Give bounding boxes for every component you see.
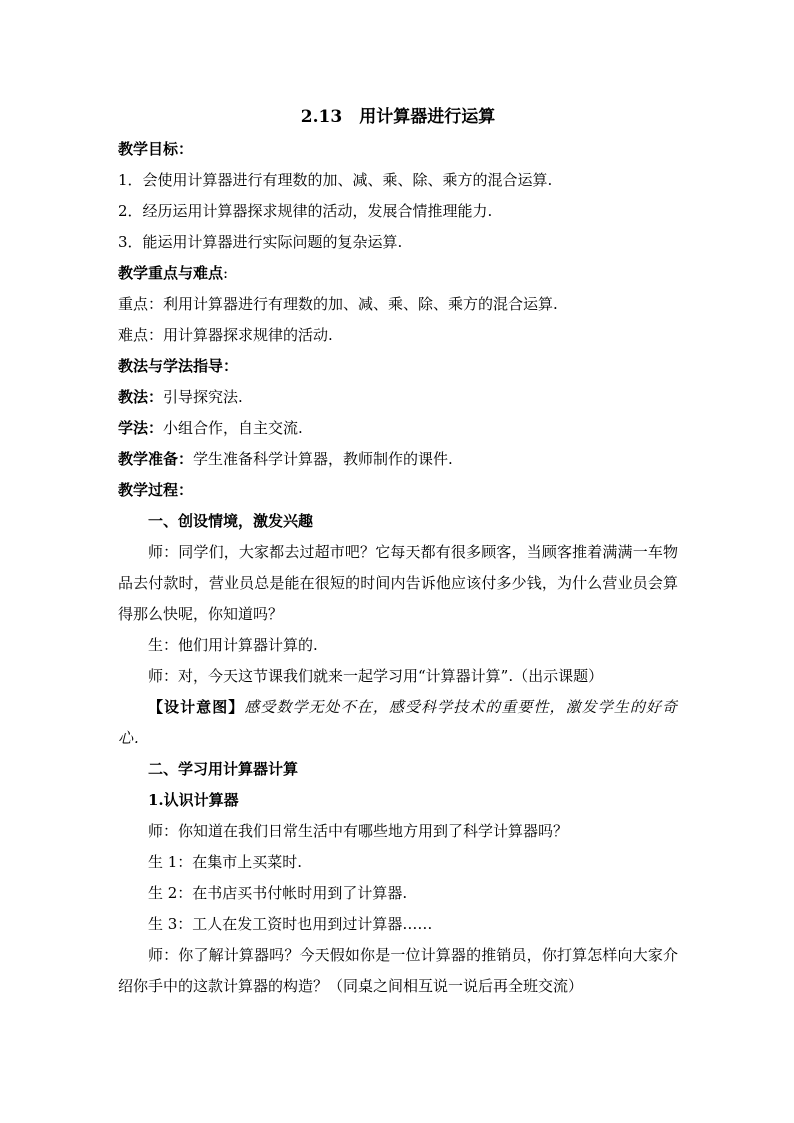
document-content — [118, 100, 678, 1002]
teaching-method-text: 引导探究法. — [163, 388, 243, 406]
learning-method-text: 小组合作，自主交流. — [163, 419, 303, 437]
teaching-method — [118, 382, 678, 413]
section2-question-2: 师：你了解计算器吗？今天假如你是一位计算器的推销员，你打算怎样向大家介绍你手中的这款计算器的构造？（同桌之间相互说一说后再全班交流） — [118, 946, 678, 995]
teaching-prep-label: 教学准备： — [118, 450, 194, 468]
section1-paragraph-3: 师：对，今天这节课我们就来一起学习用“计算器计算”.（出示课题） — [148, 667, 604, 685]
teaching-prep-text: 学生准备科学计算器，教师制作的课件. — [193, 450, 453, 468]
keypoints-heading: 教学重点与难点 — [118, 264, 224, 282]
teaching-prep — [118, 444, 678, 475]
section2-answer-2: 生 2：在书店买书付帐时用到了计算器. — [148, 884, 408, 902]
keypoints-heading-line — [118, 258, 678, 289]
page-title: 2.13 用计算器进行运算 — [300, 107, 496, 127]
learning-method-label: 学法： — [118, 419, 164, 437]
section2-sub-heading: 1.认识计算器 — [148, 791, 239, 809]
section2-question-1: 师：你知道在我们日常生活中有哪些地方用到了科学计算器吗？ — [148, 822, 569, 840]
goal-item-3: 3．能运用计算器进行实际问题的复杂运算. — [118, 233, 403, 251]
learning-method — [118, 413, 678, 444]
section1-paragraph-1: 师：同学们，大家都去过超市吧？它每天都有很多顾客，当顾客推着满满一车物品去付款时，营业员总是能在很短的时间内告诉他应该付多少钱，为什么营业员会算得那么快呢，你知道吗？ — [118, 543, 678, 623]
section1-heading: 一、创设情境，激发兴趣 — [148, 512, 314, 530]
keypoints-heading-suffix: : — [223, 264, 229, 282]
keypoint-difficult: 难点：用计算器探求规律的活动. — [118, 326, 333, 344]
section2-answer-1: 生 1：在集市上买菜时. — [148, 853, 303, 871]
section2-answer-3: 生 3：工人在发工资时也用到过计算器…… — [148, 915, 433, 933]
methods-heading: 教法与学法指导： — [118, 357, 239, 375]
design-intent-tag: 【设计意图】 — [148, 698, 245, 716]
section2-heading: 二、学习用计算器计算 — [148, 760, 299, 778]
goal-item-1: 1．会使用计算器进行有理数的加、减、乘、除、乘方的混合运算. — [118, 171, 553, 189]
section1-paragraph-2: 生：他们用计算器计算的. — [148, 636, 318, 654]
goals-heading: 教学目标： — [118, 140, 194, 158]
teaching-method-label: 教法： — [118, 388, 164, 406]
design-intent — [118, 692, 678, 754]
process-heading: 教学过程： — [118, 481, 194, 499]
design-intent-text: 感受数学无处不在，感受科学技术的重要性，激发学生的好奇心. — [118, 698, 678, 747]
goal-item-2: 2．经历运用计算器探求规律的活动，发展合情推理能力. — [118, 202, 493, 220]
keypoint-key: 重点：利用计算器进行有理数的加、减、乘、除、乘方的混合运算. — [118, 295, 558, 313]
